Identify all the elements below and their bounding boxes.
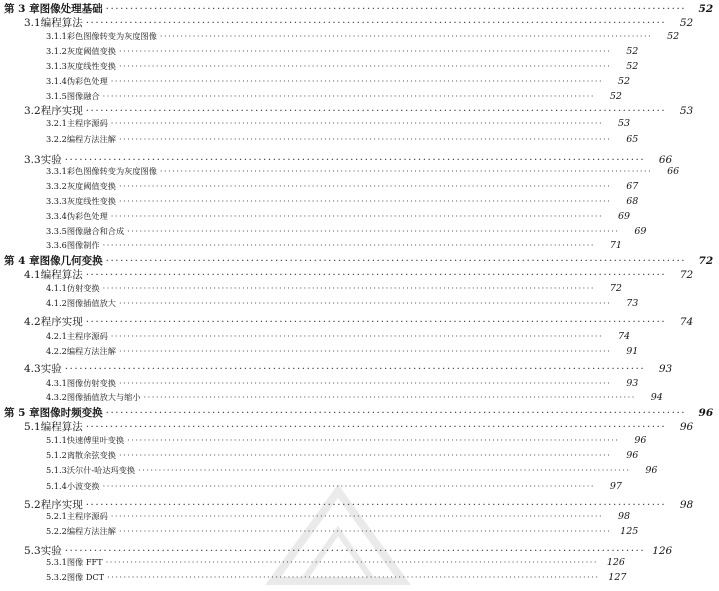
toc-subsection-row[interactable] bbox=[0, 346, 639, 357]
toc-entry-number: 4.2 bbox=[24, 316, 41, 328]
toc-entry-title: 仿射变换 bbox=[66, 283, 100, 293]
toc-subsection-row[interactable] bbox=[0, 526, 639, 537]
dot-leader: ························································································································ bbox=[127, 226, 620, 236]
toc-entry-title: 主程序源码 bbox=[66, 118, 108, 128]
toc-entry-number: 5.2 bbox=[24, 499, 41, 511]
toc-entry-number: 3.1.4 bbox=[46, 76, 67, 86]
dot-leader: ························································································································ bbox=[118, 378, 612, 388]
dot-leader: ························································································································ bbox=[110, 331, 604, 341]
toc-subsection-row[interactable] bbox=[0, 572, 627, 583]
dot-leader: ························································································································ bbox=[110, 118, 604, 128]
toc-page-number: 66 bbox=[658, 154, 673, 166]
toc-subsection-row[interactable] bbox=[0, 46, 639, 57]
toc-section-row[interactable] bbox=[0, 152, 673, 167]
toc-page-number: 72 bbox=[698, 255, 714, 267]
toc-page-number: 93 bbox=[658, 363, 673, 375]
toc-entry-number: 5.3 bbox=[24, 545, 41, 557]
dot-leader: ························································································································ bbox=[102, 283, 595, 293]
toc-page-number: 125 bbox=[620, 526, 639, 537]
toc-page-number: 96 bbox=[698, 407, 714, 419]
toc-page-number: 52 bbox=[679, 17, 694, 29]
toc-entry-number: 5.2.1 bbox=[46, 511, 67, 521]
toc-page-number: 52 bbox=[626, 46, 639, 57]
dot-leader: ························································································································ bbox=[105, 557, 598, 567]
toc-chapter-row[interactable] bbox=[0, 405, 714, 420]
toc-entry-title: 图像几何变换 bbox=[39, 255, 103, 267]
toc-entry-number: 3.1 bbox=[24, 17, 41, 29]
toc-entry-number: 5.1.2 bbox=[46, 450, 67, 460]
toc-entry-number: 3.3.1 bbox=[46, 166, 67, 176]
dot-leader: ························································································································ bbox=[143, 392, 636, 402]
toc-page-number: 72 bbox=[609, 283, 622, 294]
toc-entry-title: 实验 bbox=[40, 154, 62, 166]
toc-entry-number: 4.1 bbox=[24, 269, 41, 281]
toc-page-number: 73 bbox=[626, 298, 639, 309]
toc-subsection-row[interactable] bbox=[0, 211, 631, 222]
toc-page-number: 74 bbox=[679, 316, 694, 328]
toc-section-row[interactable] bbox=[0, 103, 694, 118]
toc-entry-title: 灰度线性变换 bbox=[66, 196, 116, 206]
toc-entry-title: 灰度阈值变换 bbox=[66, 181, 116, 191]
toc-subsection-row[interactable] bbox=[0, 450, 639, 461]
toc-entry-title: 彩色图像转变为灰度图像 bbox=[66, 166, 157, 176]
toc-page-number: 93 bbox=[626, 378, 639, 389]
toc-subsection-row[interactable] bbox=[0, 76, 631, 87]
dot-leader: ························································································································ bbox=[85, 499, 667, 511]
toc-entry-title: 实验 bbox=[40, 545, 62, 557]
toc-entry-title: 图像处理基础 bbox=[39, 3, 103, 15]
toc-chapter-row[interactable] bbox=[0, 253, 714, 268]
toc-entry-number: 3.2.2 bbox=[46, 134, 67, 144]
toc-page-number: 96 bbox=[645, 465, 658, 476]
dot-leader: ························································································································ bbox=[118, 526, 612, 536]
dot-leader: ························································································································ bbox=[105, 3, 687, 15]
toc-entry-number: 4.3.2 bbox=[46, 392, 67, 402]
toc-subsection-row[interactable] bbox=[0, 283, 622, 294]
toc-entry-number: 4.3.1 bbox=[46, 378, 67, 388]
dot-leader: ························································································································ bbox=[110, 511, 604, 521]
toc-entry-number: 3.3.5 bbox=[46, 226, 67, 236]
dot-leader: ························································································································ bbox=[85, 105, 667, 117]
dot-leader: ························································································································ bbox=[102, 481, 595, 491]
toc-entry-title: 小波变换 bbox=[66, 481, 100, 491]
toc-entry-number: 5.1.1 bbox=[46, 435, 67, 445]
toc-subsection-row[interactable] bbox=[0, 31, 680, 42]
toc-section-row[interactable] bbox=[0, 543, 673, 558]
toc-entry-number: 3.3 bbox=[24, 154, 41, 166]
toc-page-number: 98 bbox=[618, 511, 631, 522]
toc-subsection-row[interactable] bbox=[0, 240, 622, 251]
dot-leader: ························································································································ bbox=[118, 134, 612, 144]
toc-page-number: 52 bbox=[609, 91, 622, 102]
toc-entry-number: 3.3.4 bbox=[46, 211, 67, 221]
dot-leader: ························································································································ bbox=[118, 181, 612, 191]
toc-entry-title: 实验 bbox=[40, 363, 62, 375]
toc-entry-title: 图像融合和合成 bbox=[66, 226, 125, 236]
dot-leader: ························································································································ bbox=[110, 211, 604, 221]
toc-entry-title: 程序实现 bbox=[40, 105, 83, 117]
toc-entry-title: 编程方法注解 bbox=[66, 526, 116, 536]
dot-leader: ························································································································ bbox=[118, 196, 612, 206]
toc-entry-number: 3.2 bbox=[24, 105, 41, 117]
toc-section-row[interactable] bbox=[0, 314, 694, 329]
toc-entry-number: 4.3 bbox=[24, 363, 41, 375]
toc-page-number: 127 bbox=[608, 572, 627, 583]
toc-entry-title: 灰度线性变换 bbox=[66, 61, 116, 71]
toc-entry-number: 5.1.3 bbox=[46, 465, 67, 475]
dot-leader: ························································································································ bbox=[85, 316, 667, 328]
toc-page-number: 91 bbox=[626, 346, 639, 357]
dot-leader: ························································································································ bbox=[64, 363, 646, 375]
toc-entry-number: 第 4 章 bbox=[4, 255, 40, 267]
toc-entry-number: 3.1.3 bbox=[46, 61, 67, 71]
toc-subsection-row[interactable] bbox=[0, 511, 631, 522]
toc-entry-title: 灰度阈值变换 bbox=[66, 46, 116, 56]
toc-page-number: 53 bbox=[618, 118, 631, 129]
toc-page-number: 98 bbox=[679, 499, 694, 511]
toc-entry-number: 3.1.1 bbox=[46, 31, 67, 41]
toc-entry-number: 3.3.6 bbox=[46, 240, 67, 250]
toc-subsection-row[interactable] bbox=[0, 226, 647, 237]
toc-subsection-row[interactable] bbox=[0, 181, 639, 192]
toc-entry-number: 3.1.5 bbox=[46, 91, 67, 101]
dot-leader: ························································································································ bbox=[118, 346, 612, 356]
toc-page-number: 126 bbox=[652, 545, 673, 557]
toc-entry-title: 编程算法 bbox=[40, 421, 83, 433]
toc-entry-number: 4.1.2 bbox=[46, 298, 67, 308]
toc-entry-number: 5.1.4 bbox=[46, 481, 67, 491]
dot-leader: ························································································································ bbox=[159, 31, 653, 41]
toc-page-number: 67 bbox=[626, 181, 639, 192]
toc-subsection-row[interactable] bbox=[0, 298, 639, 309]
toc-entry-title: 编程算法 bbox=[40, 269, 83, 281]
toc-entry-title: 沃尔什-哈达玛变换 bbox=[66, 465, 136, 475]
dot-leader: ························································································································ bbox=[85, 421, 667, 433]
toc-subsection-row[interactable] bbox=[0, 557, 625, 568]
toc-page-number: 96 bbox=[679, 421, 694, 433]
toc-section-row[interactable] bbox=[0, 15, 694, 30]
dot-leader: ························································································································ bbox=[107, 572, 600, 582]
toc-subsection-row[interactable] bbox=[0, 196, 639, 207]
toc-entry-title: 离散余弦变换 bbox=[66, 450, 116, 460]
toc-entry-title: 图像 DCT bbox=[66, 572, 105, 582]
toc-entry-number: 3.3.2 bbox=[46, 181, 67, 191]
dot-leader: ························································································································ bbox=[138, 465, 631, 475]
toc-page-number: 52 bbox=[667, 31, 680, 42]
toc-chapter-row[interactable] bbox=[0, 1, 714, 16]
toc-entry-title: 程序实现 bbox=[40, 316, 83, 328]
toc-entry-title: 主程序源码 bbox=[66, 511, 108, 521]
toc-entry-number: 4.2.1 bbox=[46, 331, 67, 341]
toc-subsection-row[interactable] bbox=[0, 392, 663, 403]
dot-leader: ························································································································ bbox=[102, 240, 595, 250]
toc-page-number: 52 bbox=[698, 3, 714, 15]
toc-page-number: 126 bbox=[606, 557, 625, 568]
toc-section-row[interactable] bbox=[0, 497, 694, 512]
toc-subsection-row[interactable] bbox=[0, 481, 622, 492]
toc-entry-title: 程序实现 bbox=[40, 499, 83, 511]
toc-entry-title: 图像融合 bbox=[66, 91, 100, 101]
toc-subsection-row[interactable] bbox=[0, 118, 631, 129]
toc-entry-number: 5.1 bbox=[24, 421, 41, 433]
dot-leader: ························································································································ bbox=[118, 298, 612, 308]
toc-subsection-row[interactable] bbox=[0, 166, 680, 177]
toc-page-number: 53 bbox=[679, 105, 694, 117]
toc-page-number: 69 bbox=[618, 211, 631, 222]
toc-subsection-row[interactable] bbox=[0, 435, 647, 446]
dot-leader: ························································································································ bbox=[118, 61, 612, 71]
toc-page-number: 94 bbox=[650, 392, 663, 403]
toc-entry-number: 5.3.1 bbox=[46, 557, 67, 567]
toc-page-number: 96 bbox=[626, 450, 639, 461]
toc-page-number: 71 bbox=[609, 240, 622, 251]
dot-leader: ························································································································ bbox=[85, 269, 667, 281]
toc-page-number: 97 bbox=[609, 481, 622, 492]
toc-page-number: 68 bbox=[626, 196, 639, 207]
toc-entry-number: 5.2.2 bbox=[46, 526, 67, 536]
toc-entry-number: 4.2.2 bbox=[46, 346, 67, 356]
toc-entry-title: 图像插值放大 bbox=[66, 298, 116, 308]
dot-leader: ························································································································ bbox=[105, 255, 687, 267]
toc-entry-number: 3.1.2 bbox=[46, 46, 67, 56]
toc-subsection-row[interactable] bbox=[0, 134, 639, 145]
dot-leader: ························································································································ bbox=[118, 450, 612, 460]
toc-section-row[interactable] bbox=[0, 419, 694, 434]
toc-page-number: 66 bbox=[667, 166, 680, 177]
toc-subsection-row[interactable] bbox=[0, 331, 631, 342]
dot-leader: ························································································································ bbox=[110, 76, 604, 86]
toc-entry-title: 编程算法 bbox=[40, 17, 83, 29]
toc-section-row[interactable] bbox=[0, 267, 694, 282]
toc-page-number: 69 bbox=[634, 226, 647, 237]
toc-entry-title: 图像时频变换 bbox=[39, 407, 103, 419]
toc-subsection-row[interactable] bbox=[0, 61, 639, 72]
toc-page-number: 96 bbox=[634, 435, 647, 446]
toc-entry-title: 主程序源码 bbox=[66, 331, 108, 341]
dot-leader: ························································································································ bbox=[159, 166, 653, 176]
toc-page-number: 72 bbox=[679, 269, 694, 281]
toc-page-number: 52 bbox=[626, 61, 639, 72]
dot-leader: ························································································································ bbox=[102, 91, 595, 101]
toc-entry-number: 3.3.3 bbox=[46, 196, 67, 206]
toc-entry-title: 彩色图像转变为灰度图像 bbox=[66, 31, 157, 41]
toc-subsection-row[interactable] bbox=[0, 91, 622, 102]
toc-entry-title: 图像仿射变换 bbox=[66, 378, 116, 388]
toc-entry-title: 编程方法注解 bbox=[66, 346, 116, 356]
dot-leader: ························································································································ bbox=[118, 46, 612, 56]
toc-entry-number: 3.2.1 bbox=[46, 118, 67, 128]
dot-leader: ························································································································ bbox=[64, 154, 646, 166]
toc-entry-title: 快速傅里叶变换 bbox=[66, 435, 125, 445]
toc-entry-number: 第 3 章 bbox=[4, 3, 40, 15]
toc-page-number: 52 bbox=[618, 76, 631, 87]
toc-entry-title: 图像插值放大与缩小 bbox=[66, 392, 141, 402]
toc-entry-title: 图像 FFT bbox=[66, 557, 103, 567]
dot-leader: ························································································································ bbox=[64, 545, 646, 557]
toc-section-row[interactable] bbox=[0, 361, 673, 376]
toc-subsection-row[interactable] bbox=[0, 465, 658, 476]
toc-entry-number: 第 5 章 bbox=[4, 407, 40, 419]
toc-entry-number: 4.1.1 bbox=[46, 283, 67, 293]
toc-entry-title: 伪彩色处理 bbox=[66, 76, 108, 86]
dot-leader: ························································································································ bbox=[105, 407, 687, 419]
toc-entry-number: 5.3.2 bbox=[46, 572, 67, 582]
toc-subsection-row[interactable] bbox=[0, 378, 639, 389]
toc-entry-title: 图像制作 bbox=[66, 240, 100, 250]
toc-entry-title: 伪彩色处理 bbox=[66, 211, 108, 221]
toc-entry-title: 编程方法注解 bbox=[66, 134, 116, 144]
toc-page-number: 65 bbox=[626, 134, 639, 145]
dot-leader: ························································································································ bbox=[127, 435, 620, 445]
toc-page-number: 74 bbox=[618, 331, 631, 342]
dot-leader: ························································································································ bbox=[85, 17, 667, 29]
